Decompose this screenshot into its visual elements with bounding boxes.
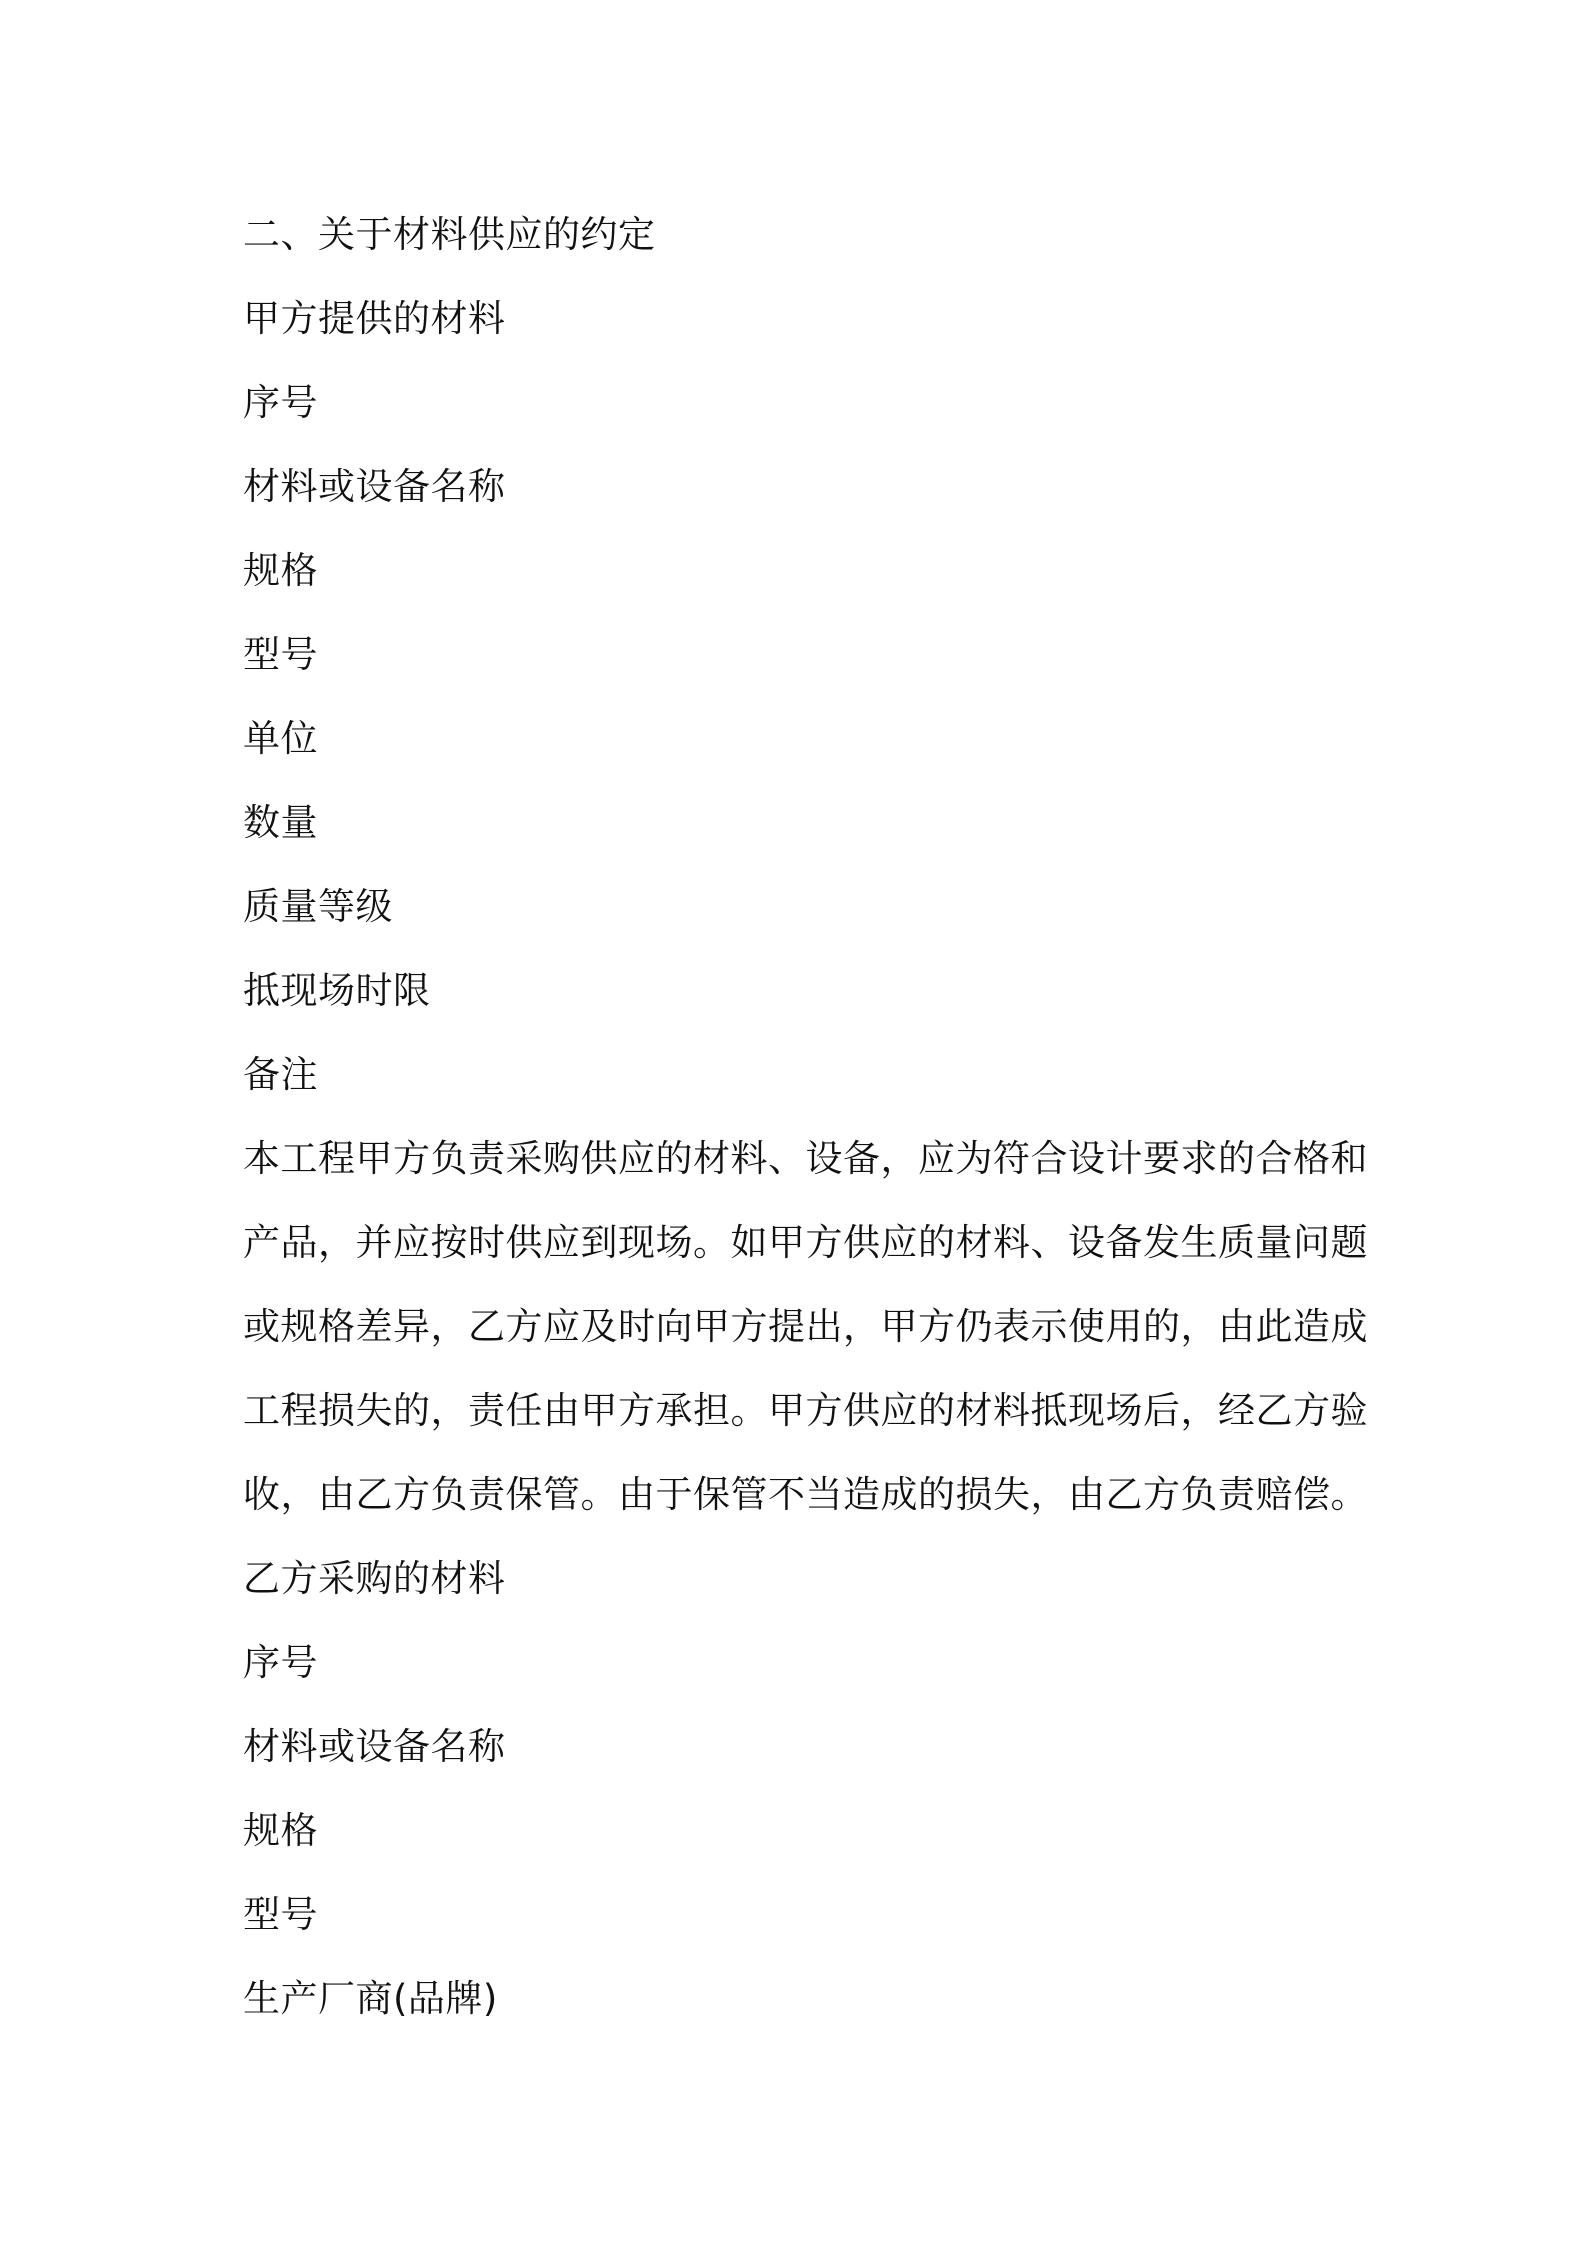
- party-a-column-quality-grade: 质量等级: [243, 885, 393, 928]
- party-a-column-model: 型号: [243, 633, 318, 676]
- party-b-column-material-name: 材料或设备名称: [243, 1725, 506, 1768]
- party-b-column-index: 序号: [243, 1641, 318, 1684]
- party-b-column-spec: 规格: [243, 1809, 318, 1852]
- party-a-column-remarks: 备注: [243, 1053, 318, 1096]
- party-b-column-model: 型号: [243, 1893, 318, 1936]
- party-a-column-unit: 单位: [243, 717, 318, 760]
- party-a-column-spec: 规格: [243, 549, 318, 592]
- party-a-column-arrival-deadline: 抵现场时限: [243, 969, 431, 1012]
- party-b-materials-title: 乙方采购的材料: [243, 1557, 506, 1600]
- party-a-supply-terms-paragraph: 本工程甲方负责采购供应的材料、设备，应为符合设计要求的合格和产品，并应按时供应到现场。如甲方供应的材料、设备发生质量问题或规格差异，乙方应及时向甲方提出，甲方仍表示使用的，由此造成工程损失的，责任由甲方承担。甲方供应的材料抵现场后，经乙方验收，由乙方负责保管。由于保管不当造成的损失，由乙方负责赔偿。: [243, 1137, 1368, 1516]
- party-b-column-manufacturer: 生产厂商(品牌): [243, 1977, 498, 2020]
- section-heading: 二、关于材料供应的约定: [243, 213, 656, 256]
- party-a-materials-title: 甲方提供的材料: [243, 297, 506, 340]
- document-page: [243, 193, 1368, 2041]
- party-a-column-quantity: 数量: [243, 801, 318, 844]
- party-a-column-index: 序号: [243, 381, 318, 424]
- party-a-column-material-name: 材料或设备名称: [243, 465, 506, 508]
